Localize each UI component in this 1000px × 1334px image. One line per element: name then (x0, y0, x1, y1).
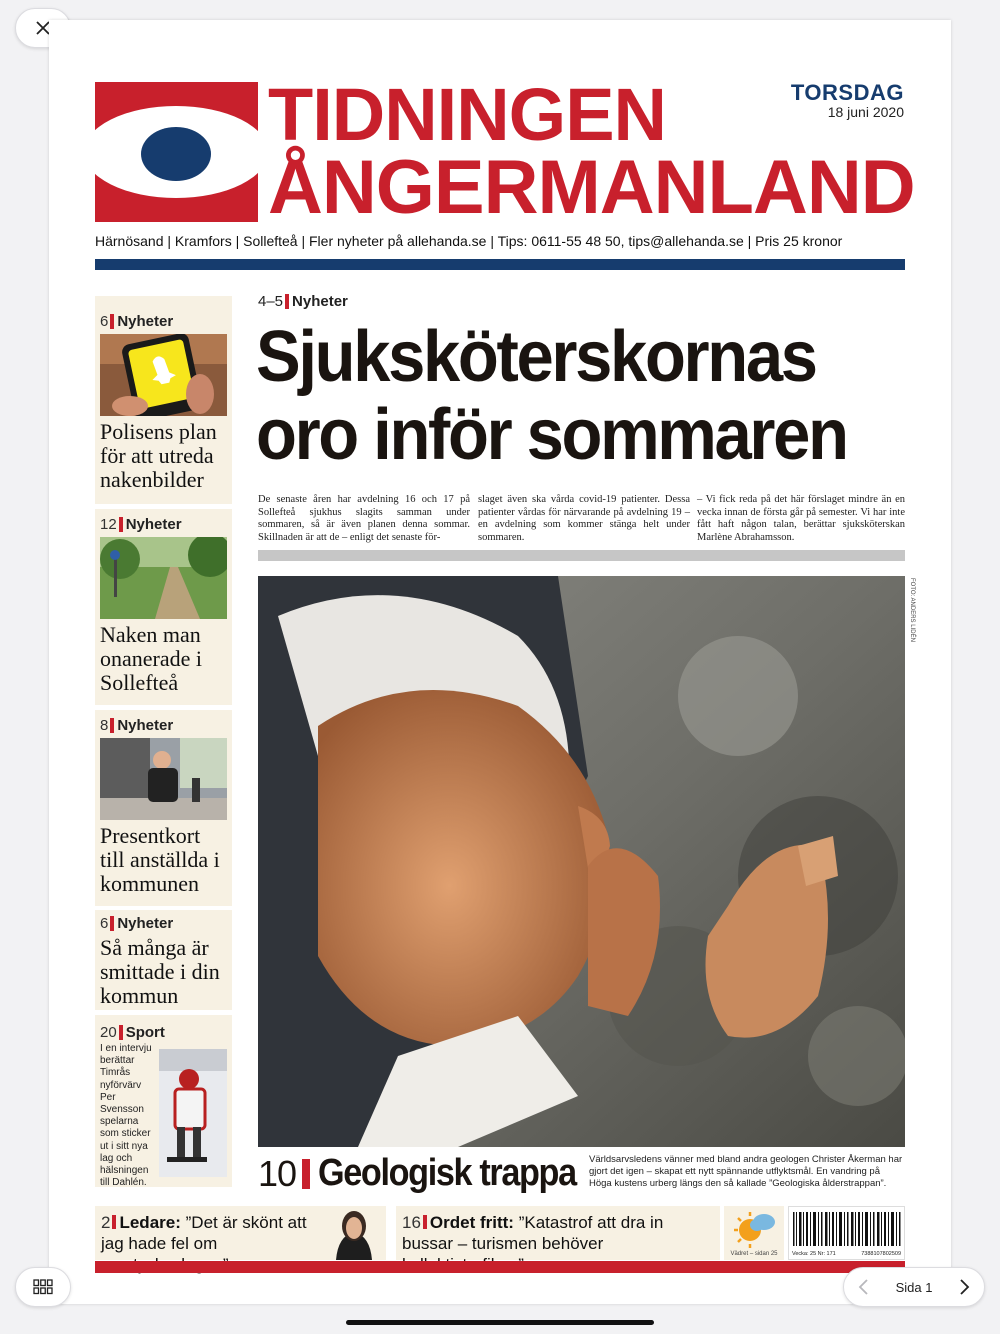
grid-icon (33, 1279, 53, 1295)
sidebar-item[interactable] (95, 1015, 232, 1187)
footer-teaser-leader[interactable]: 2 Ledare: ”Det är skönt att jag hade fel om (95, 1206, 386, 1260)
footer-teaser-opinion[interactable]: 16 Ordet fritt: ”Katastrof att dra in bussar – turismen behöver (396, 1206, 720, 1260)
sidebar-item[interactable] (95, 710, 232, 906)
sidebar-kicker: 12 Nyheter (100, 515, 182, 533)
weather-caption: Vädret – sidan 25 (730, 1251, 778, 1257)
sidebar-headline: Så många är smittade i din kommun (100, 935, 220, 1008)
hockey-player-image (159, 1049, 227, 1177)
masthead-title-line1: TIDNINGEN (268, 73, 666, 156)
ingress-column-2: slaget även ska vårda covid-19 patienter. Dessa patienter vårdas för närvarande på avdelning 19 – en avdelning som kommer stänga helt under sommaren. (478, 494, 690, 543)
sidebar-headline: Naken man onanerade i Sollefteå (100, 622, 202, 695)
masthead-navline: Härnösand | Kramfors | Sollefteå | Fler nyheter på allehanda.se | Tips: 0611-55 48 50, tips@allehanda.se | Pris 25 kronor (95, 233, 843, 249)
issue-day: TORSDAG (790, 80, 904, 105)
snapchat-phone-image (100, 334, 227, 416)
page-overview-button[interactable] (15, 1267, 71, 1307)
main-kicker: 4–5 Nyheter (258, 293, 348, 310)
chevron-right-icon[interactable] (958, 1279, 970, 1295)
photo-credit: FOTO: ANDERS LIDÉN (909, 578, 915, 642)
page-label: Sida 1 (895, 1279, 933, 1295)
barcode-number: 7388107802509 (861, 1251, 901, 1257)
feature-heading[interactable]: 10 Geologisk trappa (258, 1152, 576, 1194)
forest-path-image (100, 537, 227, 619)
masthead-title-line2: ÅNGERMANLAND (268, 145, 915, 230)
ingress-column-3: – Vi fick reda på det här förslaget mindre än en vecka innan de första går på semester. Vi har inte fått haft någon talan, berättar sjuksköterskan Marlène Abrahamsson. (697, 494, 905, 543)
feature-caption: Världsarvsledens vänner med bland andra geologen Christer Åkerman har gjort det igen – skapat ett nytt spännande utflyktsmål. En vandring på Höga kustens urberg längs den så kallade ”Geologiska ålderstrappan”. (589, 1154, 903, 1189)
page-navigator (843, 1267, 985, 1307)
barcode-issue: Vecka: 25 Nr: 171 (792, 1251, 836, 1257)
chevron-left-icon[interactable] (858, 1279, 870, 1295)
sidebar-item[interactable] (95, 509, 232, 705)
sidebar-headline: Polisens plan för att utreda nakenbilder (100, 419, 217, 492)
barcode (788, 1206, 905, 1260)
sidebar-kicker: 20 Sport (100, 1023, 165, 1041)
weather-teaser[interactable] (724, 1206, 784, 1260)
sidebar-headline: Presentkort till anställda i kommunen (100, 823, 220, 896)
sport-teaser-text: I en intervju berättar Timrås nyförvärv Per Svensson spelarna som sticker ut i sitt nya lag och hälsningen till Dahlén. (100, 1043, 152, 1189)
issue-date: 18 juni 2020 (827, 104, 904, 120)
newspaper-logo (95, 82, 258, 222)
home-indicator[interactable] (346, 1320, 654, 1325)
sidebar-kicker: 6 Nyheter (100, 914, 174, 932)
sidebar-item[interactable] (95, 910, 232, 1010)
masthead-rule (95, 259, 905, 270)
sun-cloud-icon (724, 1206, 784, 1250)
main-headline[interactable]: Sjuksköterskornas oro inför sommaren (256, 317, 847, 475)
ingress-column-1: De senaste åren har avdelning 16 och 17 på Sollefteå sjukhus slagits samman under sommaren, så är även planen denna sommar. Skillnaden är att de – enligt det senaste för- (258, 494, 470, 543)
street-man-image (100, 738, 227, 820)
columnist-portrait (326, 1206, 382, 1260)
section-divider (258, 550, 905, 561)
sidebar-kicker: 6 Nyheter (100, 312, 174, 330)
footer-rule (95, 1261, 905, 1273)
sidebar-kicker: 8 Nyheter (100, 716, 174, 734)
close-icon (36, 21, 50, 35)
main-photo[interactable] (258, 576, 905, 1147)
sidebar-item[interactable] (95, 296, 232, 504)
